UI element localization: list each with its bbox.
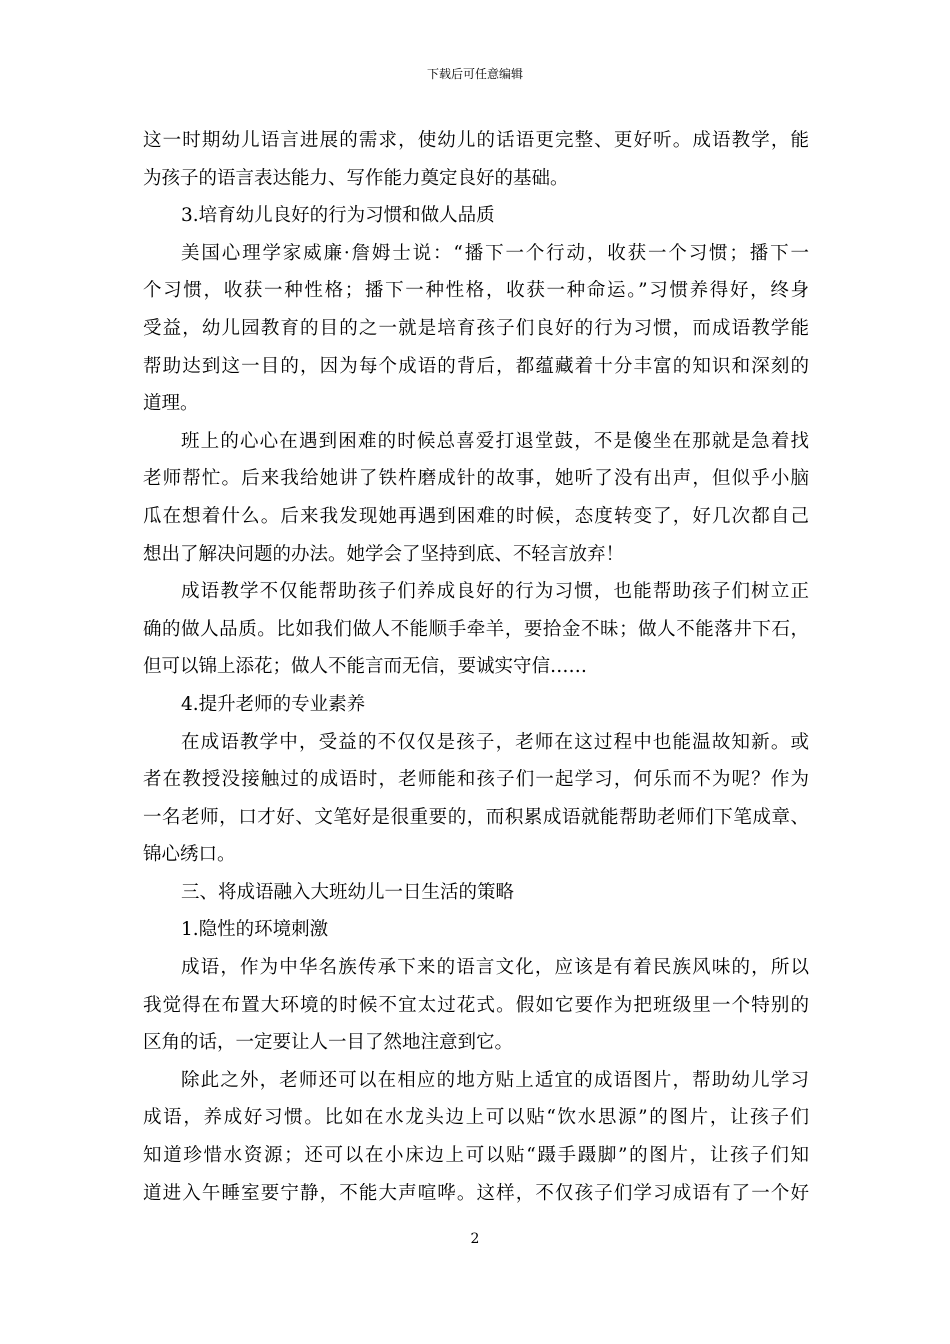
text-line: 成语，养成好习惯。比如在水龙头边上可以贴“饮水思源”的图片，让孩子们	[143, 1107, 809, 1129]
text-line: 为孩子的语言表达能力、写作能力奠定良好的基础。	[143, 167, 569, 189]
text-line: 区角的话，一定要让人一目了然地注意到它。	[143, 1032, 514, 1054]
text-line: 确的做人品质。比如我们做人不能顺手牵羊，要拾金不昧；做人不能落井下石，	[143, 618, 809, 640]
text-line: 成语教学不仅能帮助孩子们养成良好的行为习惯，也能帮助孩子们树立正	[181, 581, 809, 603]
text-line: 1.隐性的环境刺激	[181, 919, 329, 941]
text-line: 想出了解决问题的办法。她学会了坚持到底、不轻言放弃！	[143, 543, 625, 565]
text-line: 4.提升老师的专业素养	[181, 693, 366, 715]
text-line: 知道珍惜水资源；还可以在小床边上可以贴“蹑手蹑脚”的图片，让孩子们知	[143, 1145, 809, 1167]
text-line: 者在教授没接触过的成语时，老师能和孩子们一起学习，何乐而不为呢？作为	[143, 769, 809, 791]
page-number: 2	[470, 1231, 480, 1247]
text-line: 三、将成语融入大班幼儿一日生活的策略	[181, 881, 515, 903]
text-line: 一名老师，口才好、文笔好是很重要的，而积累成语就能帮助老师们下笔成章、	[143, 806, 809, 828]
text-line: 道理。	[143, 393, 199, 415]
text-line: 道进入午睡室要宁静，不能大声喧哗。这样，不仅孩子们学习成语有了一个好	[143, 1182, 809, 1204]
text-line: 我觉得在布置大环境的时候不宜太过花式。假如它要作为把班级里一个特别的	[143, 994, 809, 1016]
text-line: 美国心理学家威廉·詹姆士说：“播下一个行动，收获一个习惯；播下一	[181, 242, 809, 264]
document-body	[143, 122, 809, 1212]
text-line: 3.培育幼儿良好的行为习惯和做人品质	[181, 205, 495, 227]
text-line: 老师帮忙。后来我给她讲了铁杵磨成针的故事，她听了没有出声，但似乎小脑	[143, 468, 809, 490]
text-line: 锦心绣口。	[143, 844, 236, 866]
page-header: 下载后可任意编辑	[426, 67, 523, 81]
text-line: 但可以锦上添花；做人不能言而无信，要诚实守信……	[143, 656, 588, 678]
text-line: 除此之外，老师还可以在相应的地方贴上适宜的成语图片，帮助幼儿学习	[181, 1069, 809, 1091]
text-line: 个习惯，收获一种性格；播下一种性格，收获一种命运。”习惯养得好，终身	[143, 280, 809, 302]
text-line: 瓜在想着什么。后来我发现她再遇到困难的时候，态度转变了，好几次都自己	[143, 505, 809, 527]
text-line: 这一时期幼儿语言进展的需求，使幼儿的话语更完整、更好听。成语教学，能	[143, 130, 809, 151]
text-line: 帮助达到这一目的，因为每个成语的背后，都蕴藏着十分丰富的知识和深刻的	[143, 355, 809, 377]
text-line: 受益，幼儿园教育的目的之一就是培育孩子们良好的行为习惯，而成语教学能	[143, 317, 809, 339]
text-line: 成语，作为中华名族传承下来的语言文化，应该是有着民族风味的，所以	[181, 957, 809, 979]
text-line: 班上的心心在遇到困难的时候总喜爱打退堂鼓，不是傻坐在那就是急着找	[181, 430, 809, 452]
text-line: 在成语教学中，受益的不仅仅是孩子，老师在这过程中也能温故知新。或	[181, 731, 809, 753]
